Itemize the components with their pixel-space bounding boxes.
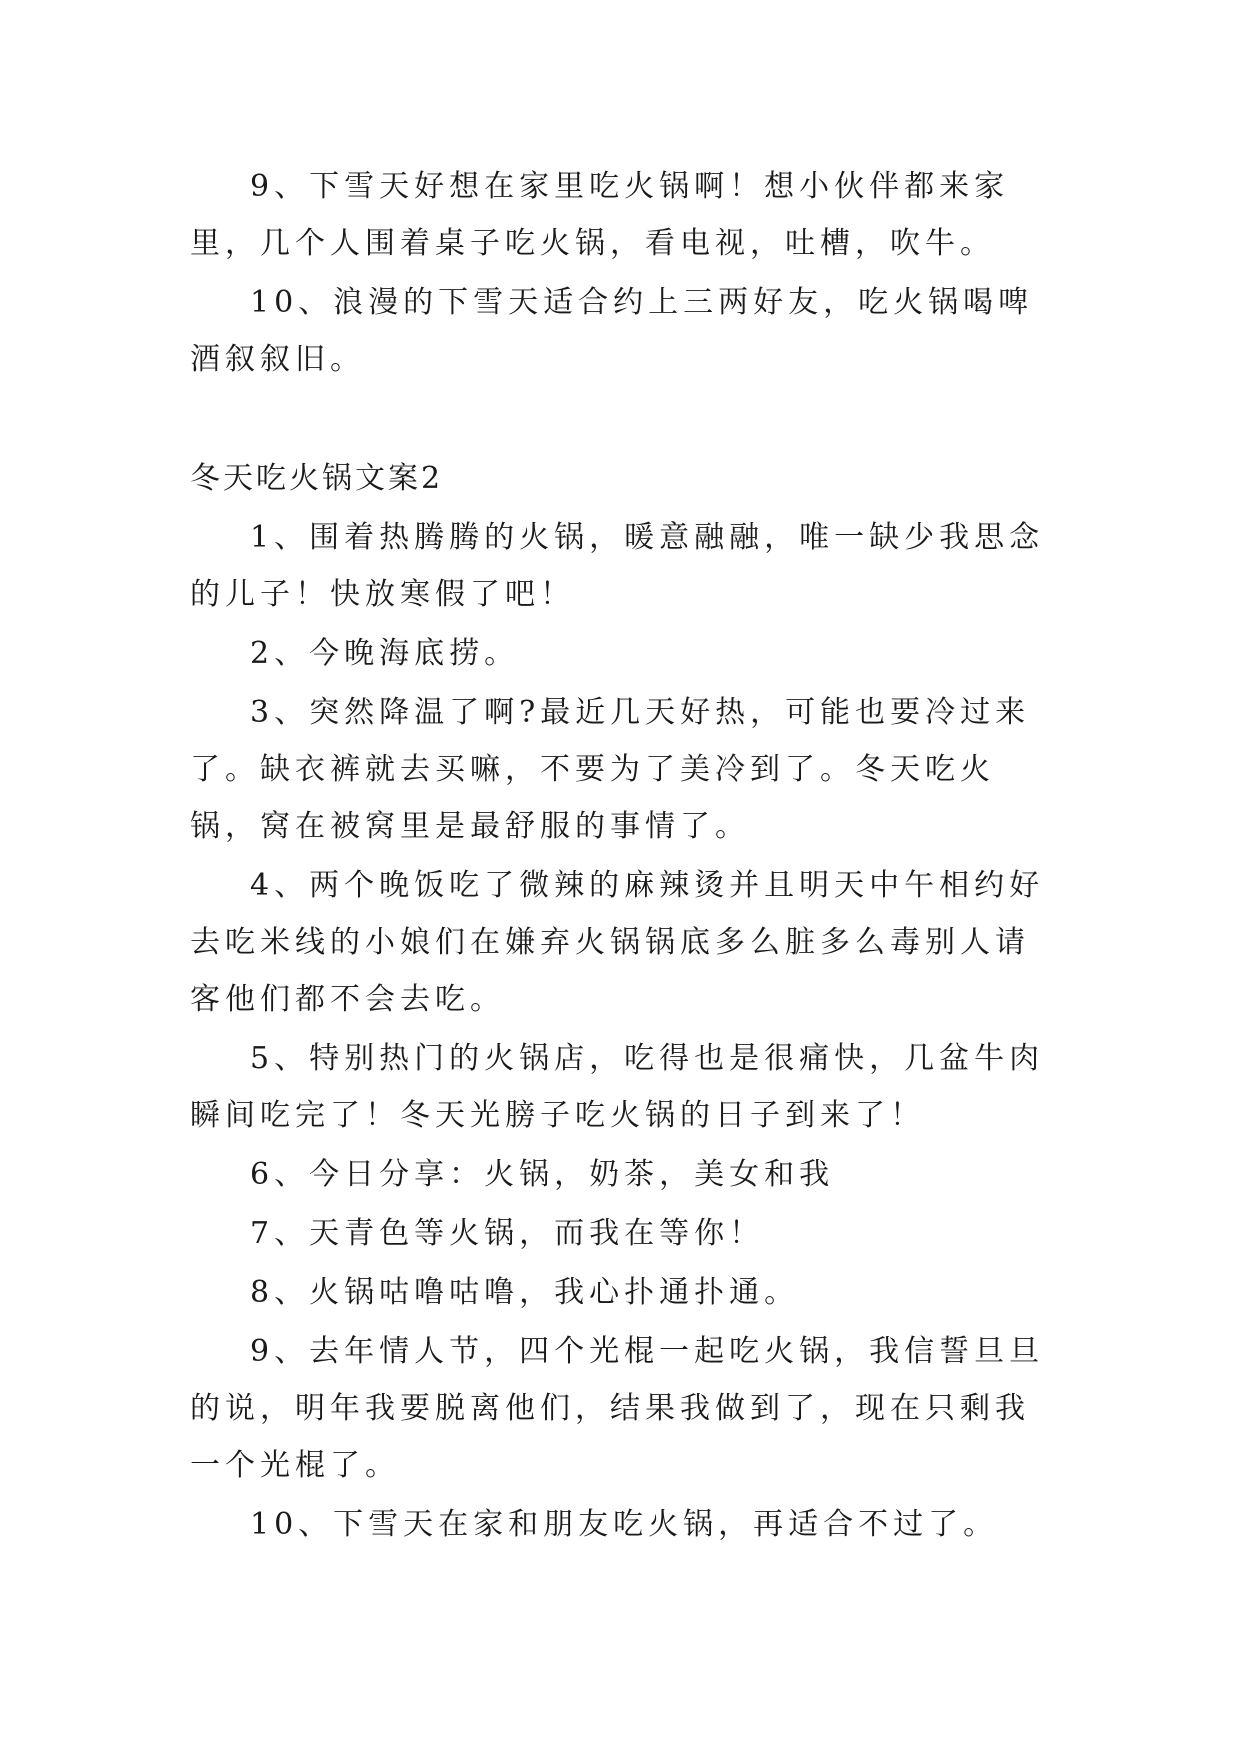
paragraph-s2-item-1: 1、围着热腾腾的火锅，暖意融融，唯一缺少我思念的儿子！快放寒假了吧！ <box>190 520 1045 612</box>
paragraph-s2-item-9: 9、去年情人节，四个光棍一起吃火锅，我信誓旦旦的说，明年我要脱离他们，结果我做到了，现在只剩我一个光棍了。 <box>190 1334 1045 1483</box>
paragraph-s2-item-4: 4、两个晚饭吃了微辣的麻辣烫并且明天中午相约好去吃米线的小娘们在嫌弃火锅锅底多么脏多么毒别人请客他们都不会去吃。 <box>190 868 1045 1017</box>
paragraph-s2-item-10: 10、下雪天在家和朋友吃火锅，再适合不过了。 <box>250 1507 999 1542</box>
paragraph-s2-item-3: 3、突然降温了啊?最近几天好热，可能也要冷过来了。缺衣裤就去买嘛，不要为了美冷到了。冬天吃火锅，窝在被窝里是最舒服的事情了。 <box>190 695 1031 844</box>
paragraph-s2-item-8: 8、火锅咕噜咕噜，我心扑通扑通。 <box>250 1275 800 1310</box>
paragraph-s2-item-2: 2、今晚海底捞。 <box>250 636 520 671</box>
paragraph-s2-item-6: 6、今日分享：火锅，奶茶，美女和我 <box>250 1157 835 1192</box>
paragraph-s2-item-7: 7、天青色等火锅，而我在等你！ <box>250 1216 765 1251</box>
paragraph-s2-item-5: 5、特别热门的火锅店，吃得也是很痛快，几盆牛肉瞬间吃完了！冬天光膀子吃火锅的日子到来了！ <box>190 1041 1045 1133</box>
paragraph-s1-item-10: 10、浪漫的下雪天适合约上三两好友，吃火锅喝啤酒叙叙旧。 <box>190 285 1034 377</box>
paragraph-s1-item-9: 9、下雪天好想在家里吃火锅啊！想小伙伴都来家里，几个人围着桌子吃火锅，看电视，吐槽，吹牛。 <box>190 169 1010 261</box>
section-heading: 冬天吃火锅文案2 <box>190 461 444 496</box>
document-body <box>190 158 1050 1553</box>
